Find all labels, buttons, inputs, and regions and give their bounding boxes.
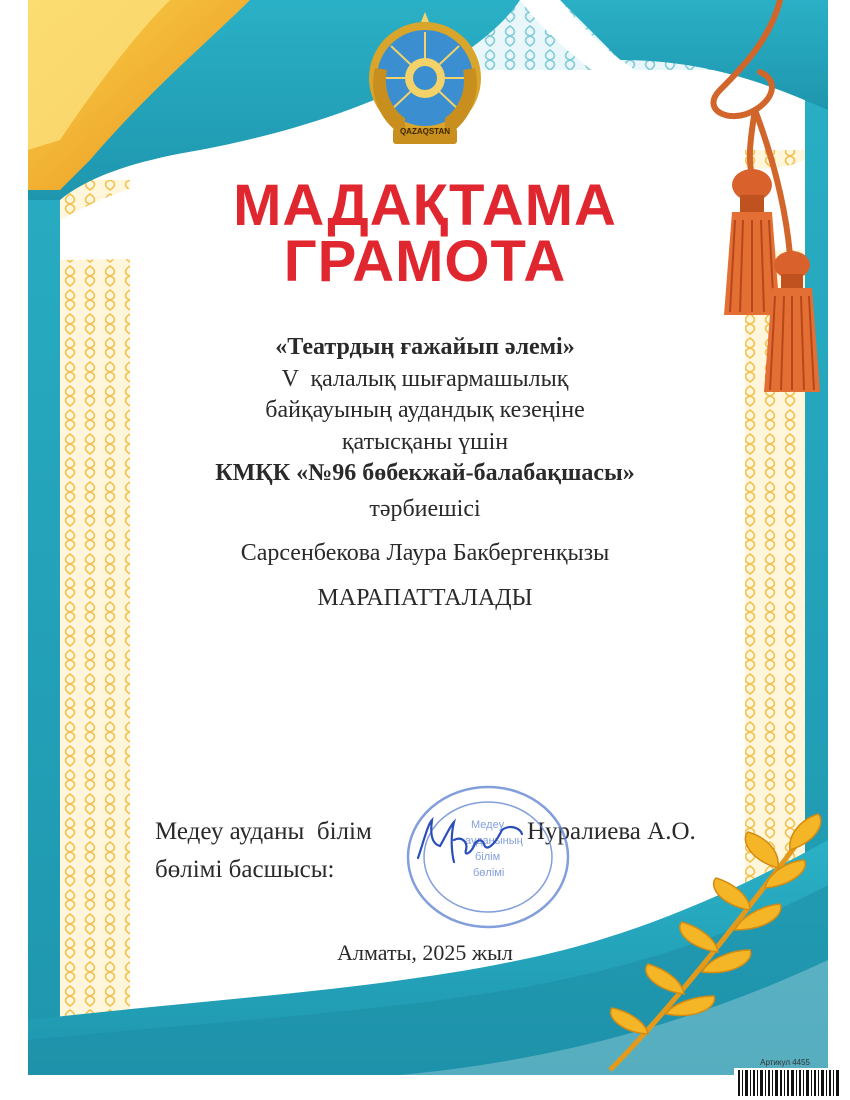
stamp-line-3: білім — [475, 851, 501, 863]
contest-name: «Театрдың ғажайып әлемі» — [275, 334, 575, 360]
institution-name: КМҚК «№96 бөбекжай-балабақшасы» — [215, 460, 635, 486]
awarded-label: МАРАПАТТАЛАДЫ — [317, 585, 533, 611]
title-line1: МАДАҚТАМА — [233, 173, 617, 238]
barcode-icon — [734, 1068, 844, 1098]
body-line-4: қатысқаны үшін — [341, 429, 509, 455]
title-line2: ГРАМОТА — [283, 229, 567, 294]
signer-title-line1: Медеу ауданы білім — [155, 818, 372, 845]
emblem-label: QAZAQSTAN — [399, 127, 451, 136]
body-line-3: байқауының аудандық кезеңіне — [265, 397, 585, 423]
signer-title-line2: бөлімі басшысы: — [155, 856, 335, 883]
place-date: Алматы, 2025 жыл — [337, 940, 513, 965]
stamp-line-2: ауданының — [465, 835, 523, 847]
barcode-label: Артикул 4455 — [760, 1058, 810, 1067]
role-label: тәрбиешісі — [369, 496, 481, 522]
body-line-2: V қалалық шығармашылық — [281, 366, 569, 392]
stamp-line-4: бөлімі — [473, 867, 505, 879]
signer-name: Нуралиева А.О. — [527, 818, 696, 845]
stamp-line-1: Медеу — [471, 819, 505, 831]
recipient-name: Сарсенбекова Лаура Бакбергенқызы — [240, 540, 610, 566]
handwritten-signature-icon — [410, 810, 530, 870]
